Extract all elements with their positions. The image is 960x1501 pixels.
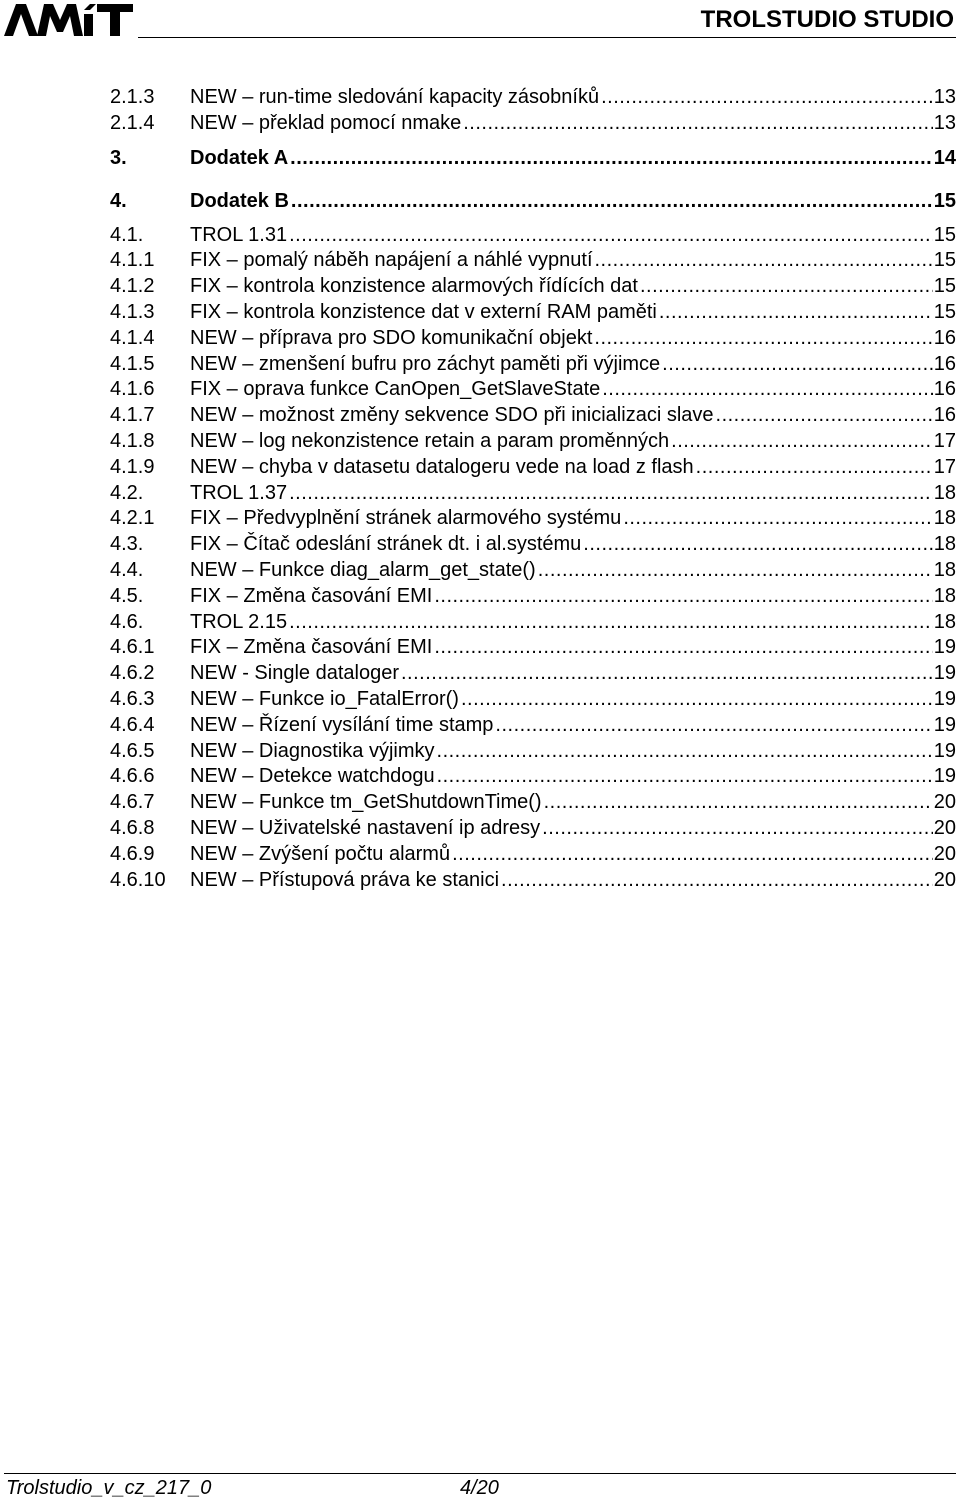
toc-entry-title: NEW – Funkce tm_GetShutdownTime() xyxy=(190,791,542,814)
toc-entry-title: NEW – chyba v datasetu datalogeru vede na load z flash xyxy=(190,455,694,478)
toc-dot-leader xyxy=(452,842,933,868)
toc-entry-title: NEW – Přístupová práva ke stanici xyxy=(190,868,500,891)
toc-entry-page: 19 xyxy=(933,765,956,788)
toc-entry-page: 18 xyxy=(933,533,956,556)
toc-entry-page: 20 xyxy=(933,868,956,891)
toc-entry-page: 19 xyxy=(933,739,956,762)
toc-entry-number: 4.6.10 xyxy=(110,868,166,891)
toc-dot-leader xyxy=(671,429,933,455)
toc-entry-page: 19 xyxy=(933,636,956,659)
toc-entry-number: 4.6. xyxy=(110,610,144,633)
toc-dot-leader xyxy=(434,584,932,610)
toc-entry[interactable] xyxy=(110,584,956,610)
toc-entry[interactable] xyxy=(110,687,956,713)
toc-entry[interactable] xyxy=(110,868,956,894)
toc-entry-title: FIX – Předvyplnění stránek alarmového systému xyxy=(190,507,622,530)
toc-dot-leader xyxy=(640,274,933,300)
toc-entry-title: NEW – Řízení vysílání time stamp xyxy=(190,713,494,736)
toc-entry-page: 13 xyxy=(933,86,956,108)
toc-entry-number: 4.1.7 xyxy=(110,404,155,427)
toc-dot-leader xyxy=(290,137,933,180)
page-header xyxy=(0,0,960,44)
toc-dot-leader xyxy=(401,661,933,687)
toc-entry-number: 4.1. xyxy=(110,223,144,246)
toc-entry[interactable] xyxy=(110,377,956,403)
toc-entry-number: 4.6.1 xyxy=(110,636,155,659)
toc-entry[interactable] xyxy=(110,661,956,687)
toc-entry-title: FIX – Změna časování EMI xyxy=(190,636,433,659)
toc-entry-number: 4.1.4 xyxy=(110,326,155,349)
toc-entry-number: 4.2. xyxy=(110,481,144,504)
toc-dot-leader xyxy=(623,506,932,532)
toc-entry-page: 16 xyxy=(933,352,956,375)
toc-entry[interactable] xyxy=(110,506,956,532)
toc-entry[interactable] xyxy=(110,635,956,661)
toc-entry[interactable] xyxy=(110,790,956,816)
toc-entry-title: Dodatek B xyxy=(190,189,289,212)
toc-entry-page: 19 xyxy=(933,662,956,685)
toc-entry-title: NEW – příprava pro SDO komunikační objekt xyxy=(190,326,593,349)
toc-entry-title: TROL 1.37 xyxy=(190,481,288,504)
toc-entry-page: 15 xyxy=(933,189,956,212)
toc-entry-page: 16 xyxy=(933,378,956,401)
toc-entry-number: 3. xyxy=(110,146,127,169)
toc-entry-number: 4.1.9 xyxy=(110,455,155,478)
toc-entry-title: FIX – kontrola konzistence alarmových řídících dat xyxy=(190,275,638,298)
toc-dot-leader xyxy=(437,764,933,790)
toc-dot-leader xyxy=(662,352,933,378)
toc-entry-number: 4.5. xyxy=(110,584,144,607)
toc-dot-leader xyxy=(544,790,933,816)
toc-entry-number: 4.1.6 xyxy=(110,378,155,401)
toc-entry-page: 19 xyxy=(933,687,956,710)
toc-entry-number: 4.4. xyxy=(110,558,144,581)
toc-entry-number: 4. xyxy=(110,189,127,212)
toc-entry-title: TROL 1.31 xyxy=(190,223,288,246)
toc-entry-title: NEW – zmenšení bufru pro záchyt paměti při výjimce xyxy=(190,352,661,375)
toc-entry[interactable] xyxy=(110,842,956,868)
toc-entry-page: 15 xyxy=(933,249,956,272)
toc-dot-leader xyxy=(289,610,933,636)
toc-dot-leader xyxy=(602,377,933,403)
toc-dot-leader xyxy=(696,455,933,481)
toc-entry-page: 15 xyxy=(933,300,956,323)
toc-entry-title: NEW – run-time sledování kapacity zásobníků xyxy=(190,86,600,108)
toc-dot-leader xyxy=(538,558,933,584)
toc-entry-title: TROL 2.15 xyxy=(190,610,288,633)
toc-entry-number: 4.6.9 xyxy=(110,842,155,865)
toc-entry[interactable] xyxy=(110,111,956,137)
toc-entry[interactable] xyxy=(110,532,956,558)
toc-entry-page: 13 xyxy=(933,111,956,134)
toc-dot-leader xyxy=(542,816,933,842)
toc-entry-page: 20 xyxy=(933,816,956,839)
toc-entry-page: 15 xyxy=(933,223,956,246)
toc-dot-leader xyxy=(501,868,933,894)
toc-entry-page: 20 xyxy=(933,842,956,865)
toc-entry[interactable] xyxy=(110,180,956,223)
toc-entry-title: FIX – kontrola konzistence dat v externí RAM paměti xyxy=(190,300,657,323)
toc-entry-page: 14 xyxy=(933,146,956,169)
toc-entry-page: 18 xyxy=(933,558,956,581)
toc-entry-number: 4.1.1 xyxy=(110,249,155,272)
toc-entry-page: 19 xyxy=(933,713,956,736)
toc-entry[interactable] xyxy=(110,429,956,455)
toc-entry[interactable] xyxy=(110,558,956,584)
toc-entry-title: NEW – Detekce watchdogu xyxy=(190,765,435,788)
toc-entry[interactable] xyxy=(110,764,956,790)
toc-entry-number: 4.1.2 xyxy=(110,275,155,298)
toc-entry-number: 4.6.3 xyxy=(110,687,155,710)
toc-dot-leader xyxy=(461,687,933,713)
toc-entry-title: NEW – Funkce io_FatalError() xyxy=(190,687,459,710)
toc-entry-title: NEW – možnost změny sekvence SDO při inicializaci slave xyxy=(190,404,714,427)
toc-dot-leader xyxy=(463,111,933,137)
toc-dot-leader xyxy=(594,326,932,352)
toc-dot-leader xyxy=(289,481,933,507)
toc-entry[interactable] xyxy=(110,223,956,249)
toc-entry-title: NEW – Funkce diag_alarm_get_state() xyxy=(190,558,536,581)
toc-entry[interactable] xyxy=(110,816,956,842)
toc-dot-leader xyxy=(716,403,933,429)
toc-entry-page: 18 xyxy=(933,481,956,504)
document-title: TROLSTUDIO STUDIO xyxy=(700,6,954,33)
toc-entry-number: 4.6.8 xyxy=(110,816,155,839)
toc-entry-page: 18 xyxy=(933,584,956,607)
amit-logo-icon xyxy=(4,2,136,38)
toc-entry[interactable] xyxy=(110,300,956,326)
toc-dot-leader xyxy=(583,532,932,558)
toc-entry-page: 17 xyxy=(933,455,956,478)
toc-entry-title: NEW – Diagnostika výjimky xyxy=(190,739,435,762)
toc-entry-number: 4.1.3 xyxy=(110,300,155,323)
toc-entry[interactable] xyxy=(110,713,956,739)
toc-dot-leader xyxy=(434,635,932,661)
toc-dot-leader xyxy=(291,180,933,223)
toc-entry-title: FIX – Čítač odeslání stránek dt. i al.systému xyxy=(190,533,582,556)
toc-entry[interactable] xyxy=(110,403,956,429)
toc-entry[interactable] xyxy=(110,248,956,274)
toc-entry-page: 17 xyxy=(933,429,956,452)
toc-entry-title: FIX – oprava funkce CanOpen_GetSlaveState xyxy=(190,378,601,401)
toc-entry-title: FIX – Změna časování EMI xyxy=(190,584,433,607)
toc-entry-number: 2.1.4 xyxy=(110,111,155,134)
toc-entry[interactable] xyxy=(110,326,956,352)
toc-entry-page: 15 xyxy=(933,275,956,298)
header-rule xyxy=(138,37,956,38)
toc-entry-number: 2.1.3 xyxy=(110,86,155,108)
toc-entry[interactable] xyxy=(110,274,956,300)
toc-entry-title: NEW – Zvýšení počtu alarmů xyxy=(190,842,451,865)
toc-entry[interactable] xyxy=(110,352,956,378)
toc-entry-title: NEW - Single dataloger xyxy=(190,662,399,685)
toc-entry-number: 4.6.4 xyxy=(110,713,155,736)
toc-entry-page: 16 xyxy=(933,404,956,427)
toc-entry-page: 18 xyxy=(933,507,956,530)
toc-entry-title: Dodatek A xyxy=(190,146,289,169)
toc-dot-leader xyxy=(659,300,933,326)
toc-dot-leader xyxy=(289,223,933,249)
toc-entry-number: 4.6.5 xyxy=(110,739,155,762)
toc-entry-number: 4.6.6 xyxy=(110,765,155,788)
toc-dot-leader xyxy=(437,739,933,765)
toc-entry[interactable] xyxy=(110,85,956,111)
toc-entry-title: NEW – log nekonzistence retain a param proměnných xyxy=(190,429,670,452)
toc-entry-title: NEW – Uživatelské nastavení ip adresy xyxy=(190,816,541,839)
toc-dot-leader xyxy=(495,713,932,739)
toc-entry-page: 16 xyxy=(933,326,956,349)
toc-dot-leader xyxy=(595,248,933,274)
toc-entry[interactable] xyxy=(110,610,956,636)
footer-page-indicator: 4/20 xyxy=(460,1477,499,1499)
toc-entry-title: NEW – překlad pomocí nmake xyxy=(190,111,462,134)
toc-entry-number: 4.3. xyxy=(110,533,144,556)
toc-entry-title: FIX – pomalý náběh napájení a náhlé vypnutí xyxy=(190,249,593,272)
toc-dot-leader xyxy=(601,85,933,111)
toc-entry-number: 4.2.1 xyxy=(110,507,155,530)
toc-entry-number: 4.1.8 xyxy=(110,429,155,452)
toc-entry-number: 4.6.2 xyxy=(110,662,155,685)
toc-entry-page: 20 xyxy=(933,791,956,814)
footer-rule xyxy=(4,1473,956,1474)
toc-entry[interactable] xyxy=(110,481,956,507)
toc-entry-number: 4.1.5 xyxy=(110,352,155,375)
toc-entry[interactable] xyxy=(110,137,956,180)
toc-entry[interactable] xyxy=(110,739,956,765)
toc-entry-number: 4.6.7 xyxy=(110,791,155,814)
toc-entry-page: 18 xyxy=(933,610,956,633)
toc-entry[interactable] xyxy=(110,455,956,481)
table-of-contents xyxy=(110,85,956,893)
footer-file-name: Trolstudio_v_cz_217_0 xyxy=(6,1477,212,1499)
